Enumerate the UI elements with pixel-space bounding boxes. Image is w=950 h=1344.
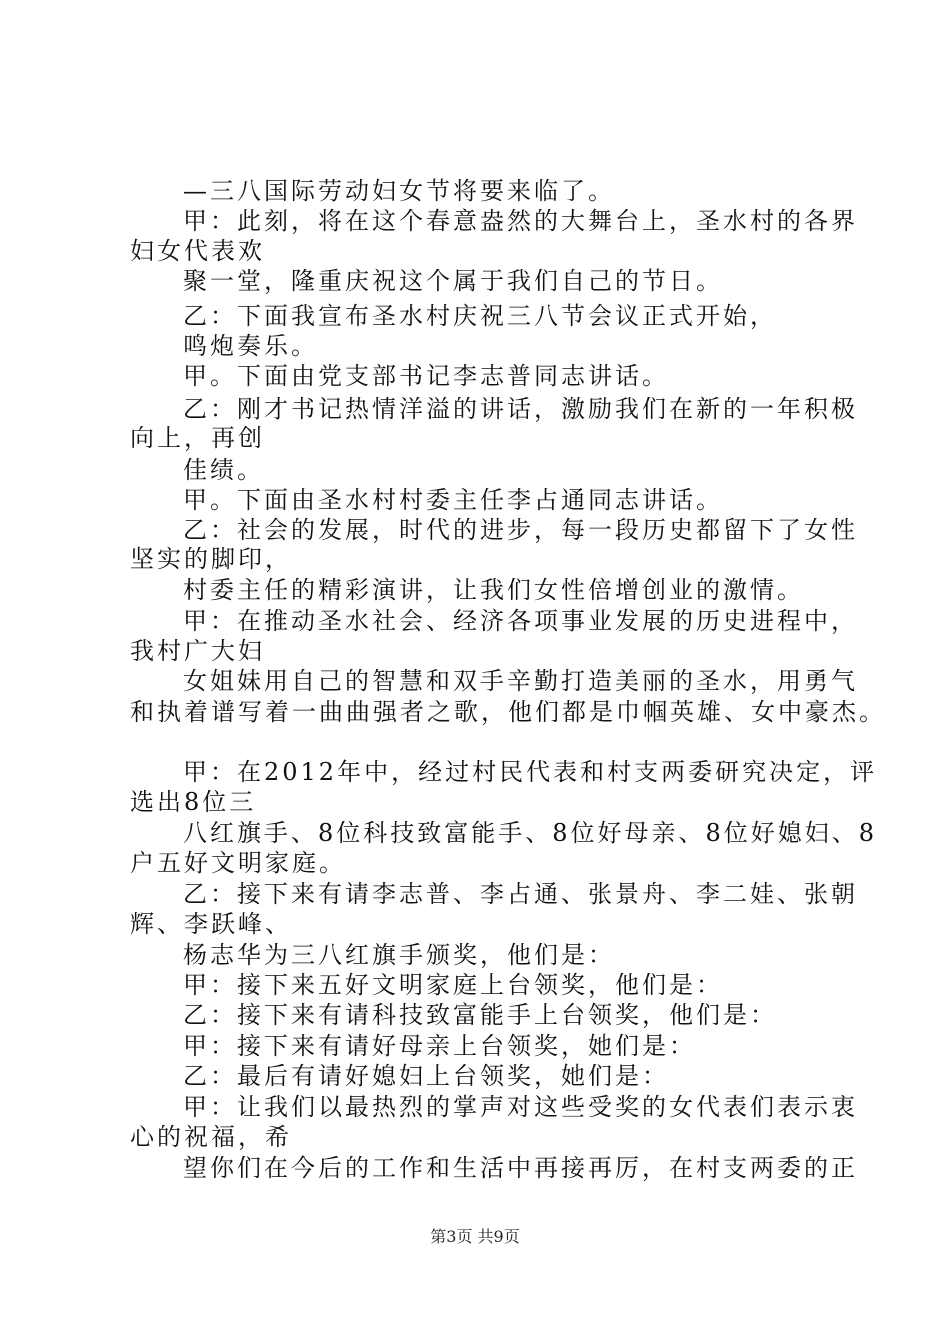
- text-line: —三八国际劳动妇女节将要来临了。: [183, 177, 615, 205]
- text-line: 甲：在推动圣水社会、经济各项事业发展的历史进程中，: [183, 607, 858, 635]
- text-line: 女姐妹用自己的智慧和双手辛勤打造美丽的圣水，用勇气: [183, 667, 858, 695]
- text-line: 户五好文明家庭。: [130, 849, 346, 877]
- text-line: 甲。下面由党支部书记李志普同志讲话。: [183, 362, 669, 390]
- text-line: 辉、李跃峰、: [130, 910, 292, 938]
- text-line: 坚实的脚印，: [130, 545, 292, 573]
- text-line: 甲：此刻，将在这个春意盎然的大舞台上，圣水村的各界: [183, 207, 858, 235]
- text-line: 选出8位三: [130, 788, 257, 816]
- text-line: 乙：接下来有请李志普、李占通、张景舟、李二娃、张朝: [183, 880, 858, 908]
- text-line: 佳绩。: [183, 456, 264, 484]
- text-line: 心的祝福，希: [130, 1123, 292, 1151]
- text-line: 乙：刚才书记热情洋溢的讲话，激励我们在新的一年积极: [183, 395, 858, 423]
- text-line: 鸣炮奏乐。: [183, 332, 318, 360]
- page-number-footer: 第3页 共9页: [430, 1227, 520, 1246]
- text-line: 乙：下面我宣布圣水村庆祝三八节会议正式开始，: [183, 302, 777, 330]
- text-line: 杨志华为三八红旗手颁奖，他们是：: [183, 941, 615, 969]
- text-line: 我村广大妇: [130, 637, 265, 665]
- text-line: 甲：让我们以最热烈的掌声对这些受奖的女代表们表示衷: [183, 1093, 858, 1121]
- text-line: 乙：最后有请好媳妇上台领奖，她们是：: [183, 1062, 669, 1090]
- text-line: 甲：在2012年中，经过村民代表和村支两委研究决定，评: [183, 758, 878, 786]
- text-line: 村委主任的精彩演讲，让我们女性倍增创业的激情。: [183, 576, 804, 604]
- text-line: 甲：接下来五好文明家庭上台领奖，他们是：: [183, 971, 723, 999]
- text-line: 甲：接下来有请好母亲上台领奖，她们是：: [183, 1032, 696, 1060]
- text-line: 八红旗手、8位科技致富能手、8位好母亲、8位好媳妇、8: [183, 819, 878, 847]
- text-line: 甲。下面由圣水村村委主任李占通同志讲话。: [183, 486, 723, 514]
- text-line: 向上，再创: [130, 424, 265, 452]
- text-line: 妇女代表欢: [130, 237, 265, 265]
- text-line: 乙：社会的发展，时代的进步，每一段历史都留下了女性: [183, 516, 858, 544]
- text-line: 聚一堂，隆重庆祝这个属于我们自己的节日。: [183, 267, 723, 295]
- text-line: 乙：接下来有请科技致富能手上台领奖，他们是：: [183, 1001, 777, 1029]
- text-line: 和执着谱写着一曲曲强者之歌，他们都是巾帼英雄、女中豪杰。: [130, 698, 886, 726]
- text-line: 望你们在今后的工作和生活中再接再厉，在村支两委的正: [183, 1154, 858, 1182]
